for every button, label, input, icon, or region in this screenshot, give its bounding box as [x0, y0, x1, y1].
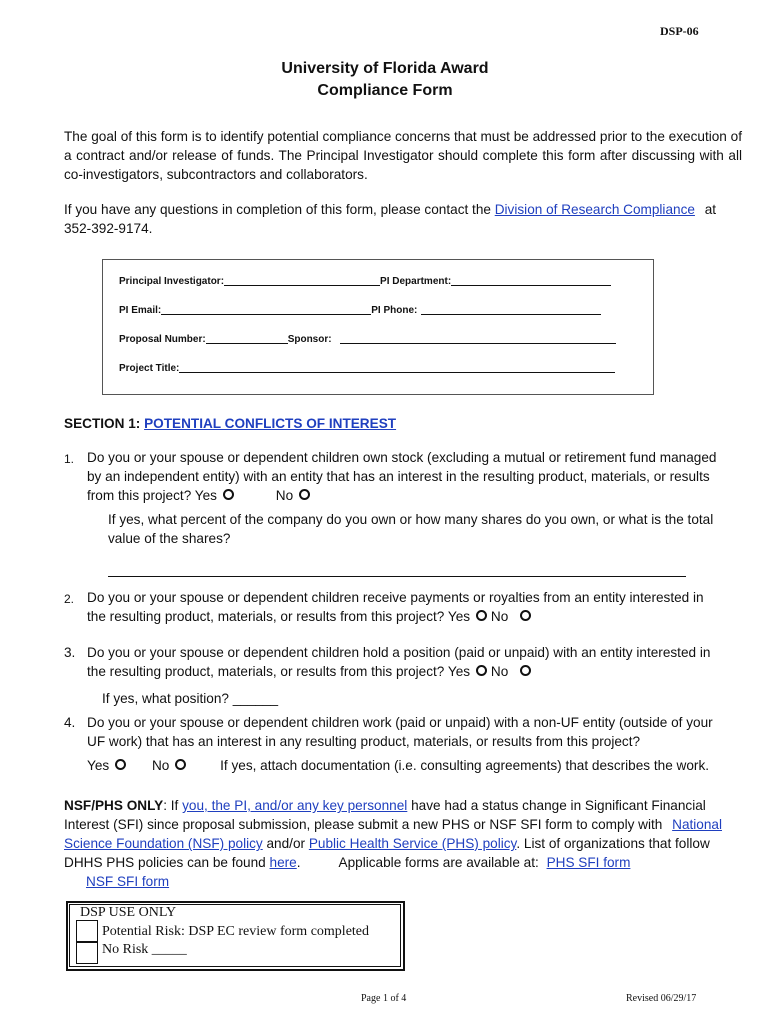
q4-answer-row [87, 756, 757, 775]
nsf-period: . [296, 855, 301, 870]
proposal-number-label: Proposal Number: [119, 334, 206, 345]
phs-policy-link[interactable]: Public Health Service (PHS) policy [308, 836, 517, 851]
q1-no-radio[interactable] [299, 489, 310, 500]
q2-line-2 [87, 607, 757, 626]
pi-email-label: PI Email: [119, 305, 162, 316]
q1-number: 1. [64, 452, 75, 466]
pi-phone-input[interactable] [421, 302, 601, 315]
q1-line-3 [87, 486, 757, 505]
no-risk-blank[interactable]: _____ [151, 942, 187, 957]
contact-phone: 352-392-9174. [64, 221, 153, 236]
q1-line-2: by an independent entity) with an entity that has an interest in the resulting product, materials, or results [87, 469, 710, 484]
nsf-forms-text: Applicable forms are available at: [338, 855, 539, 870]
pi-phone-label: PI Phone: [371, 305, 418, 316]
nsf-line-4 [64, 853, 754, 872]
no-risk-checkbox[interactable] [76, 942, 98, 964]
sponsor-label: Sponsor: [287, 334, 332, 345]
q1-followup-line-1: If yes, what percent of the company do you own or how many shares do you own, or what is the total [108, 512, 714, 527]
q3-text [87, 643, 757, 681]
pi-input[interactable] [224, 273, 380, 286]
nsf-line-2 [64, 815, 754, 834]
revision-date: Revised 06/29/17 [626, 993, 697, 1004]
q3-no-label: No [490, 664, 509, 679]
contact-paragraph [64, 200, 754, 238]
sponsor-input[interactable] [340, 331, 616, 344]
pi-department-input[interactable] [451, 273, 611, 286]
proposal-number-input[interactable] [206, 331, 288, 344]
q2-yes-label: Yes [447, 609, 471, 624]
project-title-label: Project Title: [119, 363, 180, 374]
q2-yes-radio[interactable] [476, 610, 487, 621]
q1-question-end: from this project? [87, 488, 192, 503]
title-line-2: Compliance Form [317, 82, 453, 99]
nsf-line-5 [64, 872, 754, 891]
q4-yes-label: Yes [87, 758, 110, 773]
section-1-prefix: SECTION 1: [64, 416, 141, 431]
title-line-1: University of Florida Award [281, 60, 489, 77]
q3-followup [102, 689, 278, 708]
pi-email-input[interactable] [161, 302, 371, 315]
project-title-row [119, 360, 615, 374]
dsp-title: DSP USE ONLY [80, 905, 177, 920]
nsf-policy-link[interactable]: Science Foundation (NSF) policy [64, 836, 263, 851]
nsf-text-1: have had a status change in Significant Financial [411, 798, 706, 813]
key-personnel-link[interactable]: you, the PI, and/or any key personnel [182, 798, 408, 813]
no-risk-text: No Risk [102, 942, 149, 957]
q2-text [87, 588, 757, 626]
dhhs-here-link[interactable]: here [269, 855, 297, 870]
pi-email-row [119, 302, 601, 316]
contact-prefix: If you have any questions in completion of this form, please contact the [64, 202, 491, 217]
q3-number: 3. [64, 645, 76, 660]
nsf-phs-notice [64, 796, 754, 891]
q2-no-radio[interactable] [520, 610, 531, 621]
q3-yes-label: Yes [447, 664, 471, 679]
q2-no-label: No [490, 609, 509, 624]
no-risk-label [102, 942, 187, 958]
q3-yes-radio[interactable] [476, 665, 487, 676]
phs-sfi-form-link[interactable]: PHS SFI form [546, 855, 631, 870]
pi-label: Principal Investigator: [119, 276, 225, 287]
q4-yes-radio[interactable] [115, 759, 126, 770]
q3-no-radio[interactable] [520, 665, 531, 676]
contact-at: at [704, 202, 717, 217]
nsf-line-1 [64, 796, 754, 815]
nsf-text-4: DHHS PHS policies can be found [64, 855, 266, 870]
research-compliance-link[interactable]: Division of Research Compliance [494, 202, 695, 217]
nsf-line-3 [64, 834, 754, 853]
potential-risk-label: Potential Risk: DSP EC review form completed [102, 924, 370, 939]
q4-note: If yes, attach documentation (i.e. consulting agreements) that describes the work. [220, 758, 710, 773]
q4-number: 4. [64, 715, 76, 730]
q4-line-1: Do you or your spouse or dependent children work (paid or unpaid) with a non-UF entity (outside of your [87, 715, 713, 730]
q4-line-2: UF work) that has an interest in any resulting product, materials, or results from this project? [87, 734, 641, 749]
q4-no-radio[interactable] [175, 759, 186, 770]
nsf-and-or: and/or [266, 836, 306, 851]
q3-position-blank[interactable]: ______ [232, 691, 279, 706]
q1-yes-label: Yes [194, 488, 217, 503]
q3-line-2 [87, 662, 757, 681]
intro-paragraph: The goal of this form is to identify potential compliance concerns that must be addressed prior to the execution of a contract and/or release of funds. The Principal Investigator should complete this form after discussing with all co-investigators, subcontractors and collaborators. [64, 129, 742, 182]
nsf-phs-label: NSF/PHS ONLY [64, 798, 164, 813]
pi-department-label: PI Department: [380, 276, 452, 287]
nsf-text-3: . List of organizations that follow [516, 836, 710, 851]
nsf-text-2: Interest (SFI) since proposal submission, please submit a new PHS or NSF SFI form to comply with [64, 817, 663, 832]
project-title-input[interactable] [179, 360, 615, 373]
page-title [0, 58, 770, 102]
form-code: DSP-06 [660, 24, 699, 38]
q2-question-end: the resulting product, materials, or results from this project? [87, 609, 445, 624]
proposal-row [119, 331, 616, 345]
nsf-link-part-1[interactable]: National [672, 817, 722, 832]
q3-question-end: the resulting product, materials, or results from this project? [87, 664, 445, 679]
q3-followup-label: If yes, what position? [102, 691, 229, 706]
potential-risk-checkbox[interactable] [76, 920, 98, 942]
nsf-sfi-form-link[interactable]: NSF SFI form [86, 874, 170, 889]
page-number: Page 1 of 4 [361, 993, 407, 1004]
q1-yes-radio[interactable] [223, 489, 234, 500]
q1-answer-line[interactable] [108, 576, 686, 577]
q3-line-1: Do you or your spouse or dependent children hold a position (paid or unpaid) with an entity interested in [87, 645, 711, 660]
q1-line-1: Do you or your spouse or dependent children own stock (excluding a mutual or retirement fund managed [87, 450, 717, 465]
q4-text [87, 713, 757, 751]
section-1-heading [64, 414, 396, 433]
conflicts-of-interest-link[interactable]: POTENTIAL CONFLICTS OF INTEREST [144, 416, 397, 431]
nsf-colon: : If [163, 798, 179, 813]
q2-number: 2. [64, 592, 75, 606]
q1-no-label: No [275, 488, 294, 503]
pi-row [119, 273, 611, 287]
q1-followup [108, 510, 758, 548]
q4-no-label: No [151, 758, 170, 773]
q2-line-1: Do you or your spouse or dependent children receive payments or royalties from an entity interested in [87, 590, 704, 605]
q1-followup-line-2: value of the shares? [108, 531, 231, 546]
q1-text [87, 448, 757, 505]
